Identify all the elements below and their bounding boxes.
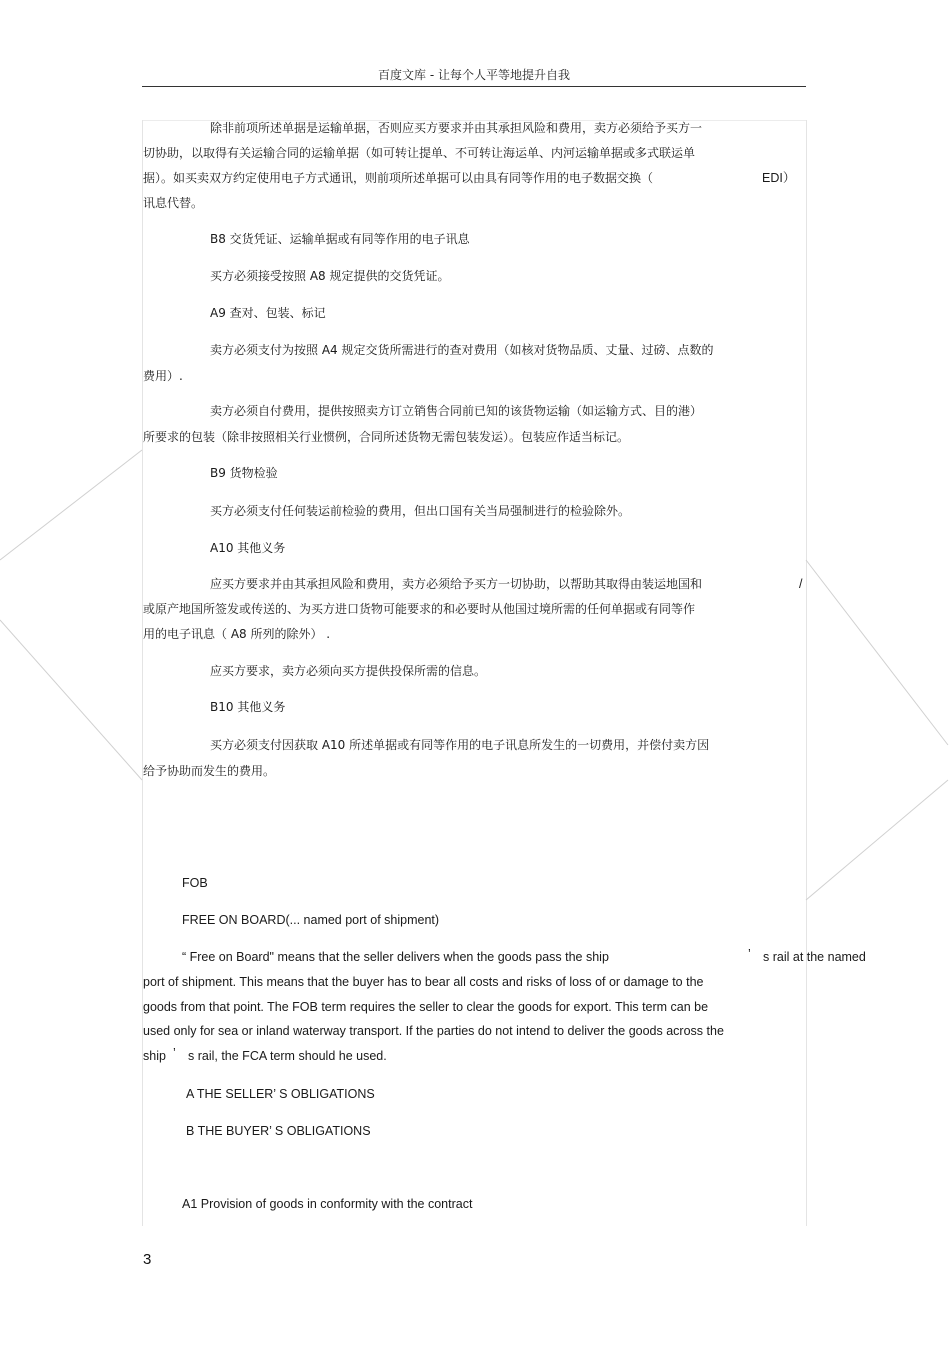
definition-line5-b: s rail, the FCA term should he used. <box>188 1049 387 1063</box>
page-number: 3 <box>143 1251 152 1268</box>
p1-line3: 据）。如买卖双方约定使用电子方式通讯，则前项所述单据可以由具有同等作用的电子数据交换（ <box>143 171 654 185</box>
a10-p1-line2: 或原产地国所签发或传送的、为买方进口货物可能要求的和必要时从他国过境所需的任何单据或有同等作 <box>143 602 696 616</box>
p1-line1: 除非前项所述单据是运输单据，否则应买方要求并由其承担风险和费用，卖方必须给予买方一 <box>210 121 703 135</box>
definition-line5-a: ship <box>143 1049 166 1063</box>
a9-p2-line1: 卖方必须自付费用，提供按照卖方订立销售合同前已知的该货物运输（如运输方式、目的港） <box>210 404 703 418</box>
p1-line4: 讯息代替。 <box>143 196 204 210</box>
p1-line2: 切协助，以取得有关运输合同的运输单据（如可转让提单、不可转让海运单、内河运输单据或多式联运单 <box>143 146 696 160</box>
a10-p1-line1: 应买方要求并由其承担风险和费用，卖方必须给予买方一切协助，以帮助其取得由装运地国和 <box>210 577 703 591</box>
b9-heading: B9 货物检验 <box>210 466 278 480</box>
b10-heading: B10 其他义务 <box>210 700 286 714</box>
a9-p1-line2: 费用）. <box>143 369 183 383</box>
watermark-line <box>806 560 948 745</box>
a9-heading: A9 查对、包装、标记 <box>210 306 326 320</box>
fob-term: FOB <box>182 876 208 890</box>
b10-p1-line2: 给予协助而发生的费用。 <box>143 764 276 778</box>
b8-text: 买方必须接受按照 A8 规定提供的交货凭证。 <box>210 269 450 283</box>
buyer-obligations-heading: B THE BUYER’ S OBLIGATIONS <box>186 1124 371 1138</box>
b9-text: 买方必须支付任何装运前检验的费用，但出口国有关当局强制进行的检验除外。 <box>210 504 631 518</box>
a10-p1-line3: 用的电子讯息（ A8 所列的除外） . <box>143 627 331 641</box>
seller-obligations-heading: A THE SELLER’ S OBLIGATIONS <box>186 1087 375 1101</box>
a1-heading: A1 Provision of goods in conformity with the contract <box>182 1197 473 1211</box>
definition-line1-apostrophe: ’ <box>748 947 751 961</box>
watermark-line <box>806 780 948 900</box>
watermark-line <box>0 620 142 780</box>
a9-p1-line1: 卖方必须支付为按照 A4 规定交货所需进行的查对费用（如核对货物品质、丈量、过磅、点数的 <box>210 343 714 357</box>
fob-subtitle: FREE ON BOARD(... named port of shipment) <box>182 913 440 927</box>
definition-line5-apostrophe: ’ <box>173 1046 176 1060</box>
a10-heading: A10 其他义务 <box>210 541 286 555</box>
definition-line2: port of shipment. This means that the buyer has to bear all costs and risks of loss of or damage to the <box>143 975 704 989</box>
a10-p1-line1-end: / <box>799 577 803 591</box>
a10-p2: 应买方要求，卖方必须向买方提供投保所需的信息。 <box>210 664 487 678</box>
watermark-line <box>0 450 142 560</box>
a9-p2-line2: 所要求的包装（除非按照相关行业惯例，合同所述货物无需包装发运）。包装应作适当标记。 <box>143 430 630 444</box>
definition-line4: used only for sea or inland waterway transport. If the parties do not intend to deliver the goods across the <box>143 1024 724 1038</box>
p1-line3-end: EDI） <box>762 171 796 185</box>
definition-line1-end: s rail at the named <box>763 950 866 964</box>
b10-p1-line1: 买方必须支付因获取 A10 所述单据或有同等作用的电子讯息所发生的一切费用，并偿付卖方因 <box>210 738 710 752</box>
definition-line1: “ Free on Board" means that the seller delivers when the goods pass the ship <box>182 950 609 964</box>
definition-line3: goods from that point. The FOB term requires the seller to clear the goods for export. This term can be <box>143 1000 709 1014</box>
header-text: 百度文库 - 让每个人平等地提升自我 <box>378 68 570 82</box>
b8-heading: B8 交货凭证、运输单据或有同等作用的电子讯息 <box>210 232 470 246</box>
